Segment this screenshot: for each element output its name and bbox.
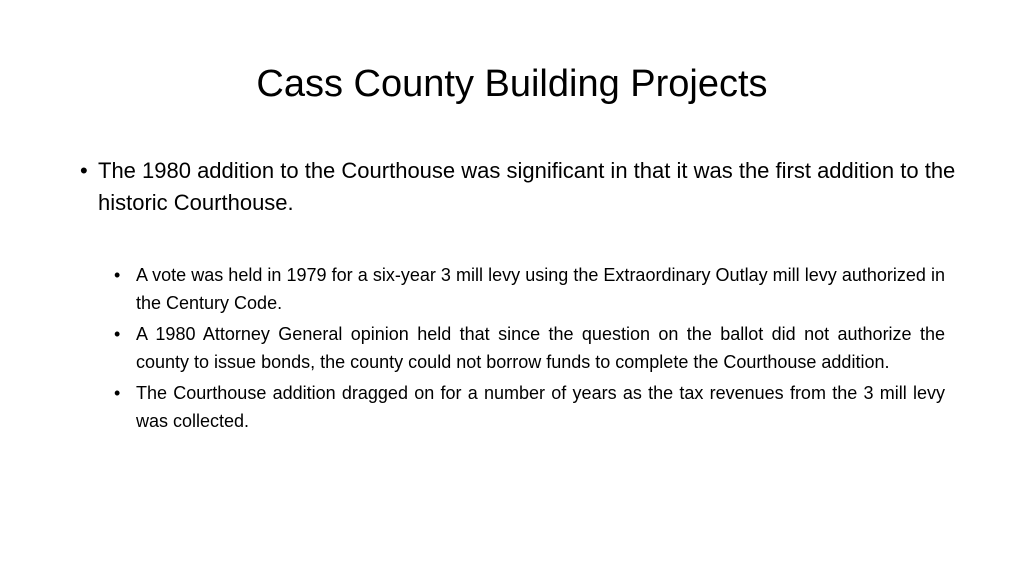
bullet-icon: • — [114, 383, 121, 403]
slide-title: Cass County Building Projects — [256, 63, 768, 105]
main-bullet-text: The 1980 addition to the Courthouse was significant in that it was the first addition to the historic Courthouse. — [98, 158, 956, 215]
sub-bullet-item — [114, 261, 945, 317]
sub-bullet-item — [114, 320, 945, 376]
sub-bullet-text: A 1980 Attorney General opinion held that since the question on the ballot did not authorize the county to issue bonds, the county could not borrow funds to complete the Courthouse addition. — [136, 324, 945, 372]
main-bullet-point — [80, 155, 958, 219]
bullet-icon: • — [114, 265, 121, 285]
bullet-icon: • — [114, 324, 121, 344]
sub-bullet-list — [114, 261, 945, 438]
sub-bullet-text: A vote was held in 1979 for a six-year 3 mill levy using the Extraordinary Outlay mill levy authorized in the Century Code. — [136, 265, 945, 313]
sub-bullet-item — [114, 379, 945, 435]
bullet-icon: • — [80, 158, 88, 183]
sub-bullet-text: The Courthouse addition dragged on for a number of years as the tax revenues from the 3 mill levy was collected. — [136, 383, 945, 431]
